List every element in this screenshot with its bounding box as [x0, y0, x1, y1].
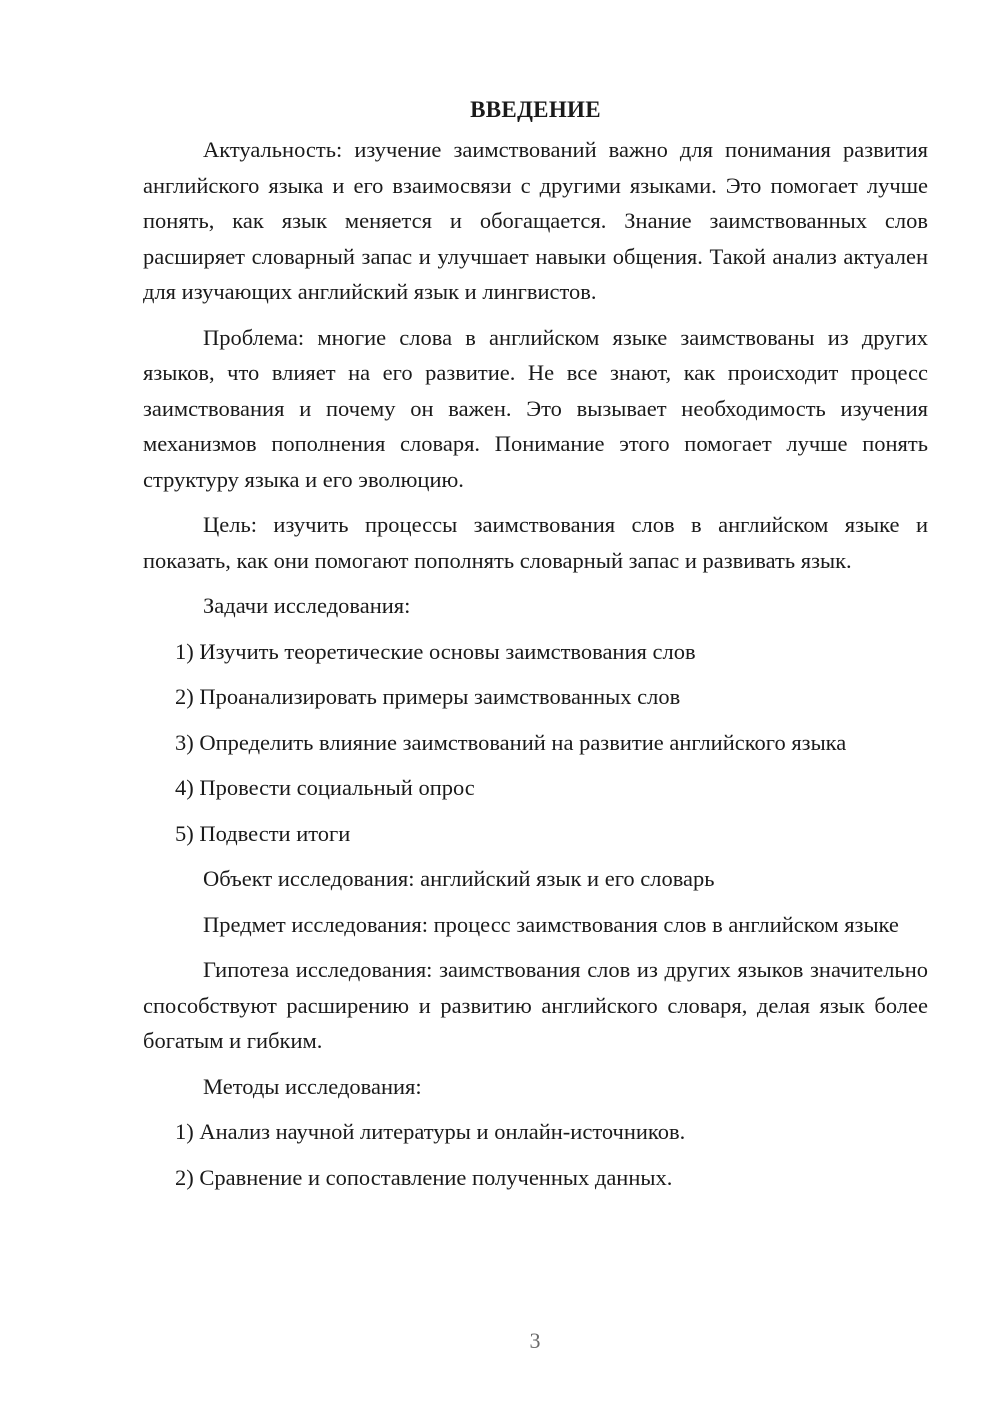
- tasks-heading: Задачи исследования:: [203, 593, 411, 618]
- hypothesis-paragraph: Гипотеза исследования: заимствования слов из других языков значительно способствуют расширению и развитию английского словаря, делая язык более богатым и гибким.: [143, 957, 928, 1053]
- relevance-paragraph: Актуальность: изучение заимствований важно для понимания развития английского языка и его взаимосвязи с другими языками. Это помогает лучше понять, как язык меняется и обогащается. Знание заимствованных слов расширяет словарный запас и улучшает навыки общения. Такой анализ актуален для изучающих английский язык и лингвистов.: [143, 137, 928, 304]
- page-number: 3: [529, 1328, 541, 1353]
- methods-list: [143, 1114, 928, 1195]
- document-page: [143, 92, 928, 1205]
- list-item: 4) Провести социальный опрос: [175, 775, 475, 800]
- list-item: 2) Сравнение и сопоставление полученных данных.: [175, 1164, 673, 1190]
- object-line: Объект исследования: английский язык и его словарь: [203, 866, 715, 891]
- methods-heading: Методы исследования:: [203, 1073, 422, 1099]
- tasks-list: [143, 634, 928, 852]
- list-item: 1) Анализ научной литературы и онлайн-источников.: [175, 1119, 686, 1144]
- list-item: 2) Проанализировать примеры заимствованных слов: [175, 684, 681, 709]
- list-item: 3) Определить влияние заимствований на развитие английского языка: [175, 729, 847, 755]
- subject-paragraph: Предмет исследования: процесс заимствования слов в английском языке: [203, 911, 899, 937]
- section-title: ВВЕДЕНИЕ: [470, 97, 601, 122]
- goal-paragraph: Цель: изучить процессы заимствования слов в английском языке и показать, как они помогают пополнять словарный запас и развивать язык.: [143, 512, 928, 573]
- list-item: 1) Изучить теоретические основы заимствования слов: [175, 638, 696, 664]
- problem-paragraph: Проблема: многие слова в английском языке заимствованы из других языков, что влияет на его развитие. Не все знают, как происходит процесс заимствования и почему он важен. Это вызывает необходимость изучения механизмов пополнения словаря. Понимание этого помогает лучше понять структуру языка и его эволюцию.: [143, 324, 928, 492]
- list-item: 5) Подвести итоги: [175, 820, 351, 846]
